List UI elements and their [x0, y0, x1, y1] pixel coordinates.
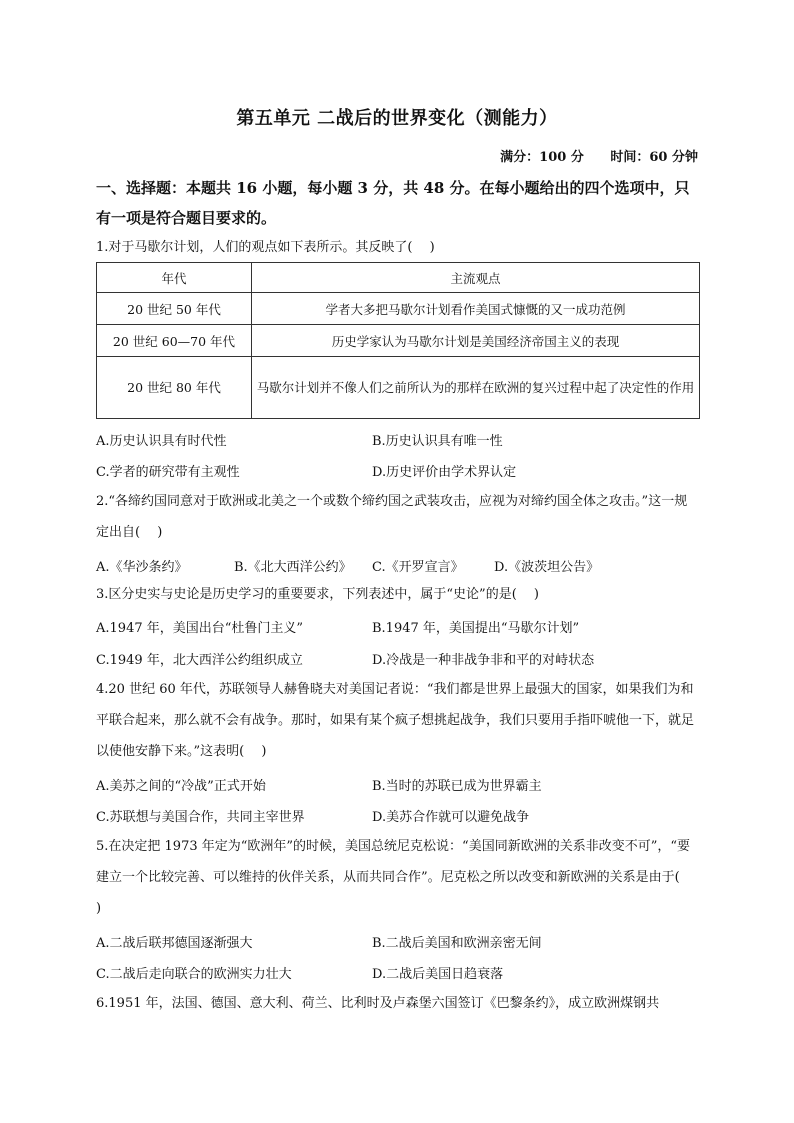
options-row: [96, 775, 700, 801]
option-d[interactable]: D.二战后美国日趋衰落: [372, 967, 504, 982]
option-b[interactable]: B.二战后美国和欧洲亲密无间: [372, 936, 542, 951]
table-cell: 20 世纪 60—70 年代: [97, 325, 252, 357]
options-row: [96, 617, 700, 643]
options-row: [96, 963, 700, 989]
table-row: [97, 325, 700, 357]
option-a[interactable]: A.历史认识具有时代性: [96, 434, 227, 449]
option-c[interactable]: C.二战后走向联合的欧洲实力壮大: [96, 967, 292, 982]
full-score: 满分：100 分: [500, 150, 584, 165]
question-6-stem: 6.1951 年，法国、德国、意大利、荷兰、比利时及卢森堡六国签订《巴黎条约》，成立欧洲煤钢共: [96, 996, 660, 1011]
option-c[interactable]: C.苏联想与美国合作，共同主宰世界: [96, 810, 305, 825]
option-b[interactable]: B.1947 年，美国提出“马歇尔计划”: [372, 621, 580, 636]
option-a[interactable]: A.美苏之间的“冷战”正式开始: [96, 779, 266, 794]
options-row: [96, 649, 700, 675]
table-header-cell: 年代: [97, 263, 252, 293]
question-2-stem: 2.“各缔约国同意对于欧洲或北美之一个或数个缔约国之武装攻击，应视为对缔约国全体之攻击。”这一规定出自( ): [96, 494, 688, 540]
question-3-stem: 3.区分史实与史论是历史学习的重要要求，下列表述中，属于“史论”的是( ): [96, 587, 539, 602]
question-1-stem: 1.对于马歇尔计划，人们的观点如下表所示。其反映了( ): [96, 240, 435, 255]
option-a[interactable]: A.《华沙条约》: [96, 560, 188, 575]
option-d[interactable]: D.冷战是一种非战争非和平的对峙状态: [372, 653, 595, 668]
option-d[interactable]: D.历史评价由学术界认定: [372, 465, 517, 480]
page-title: 第五单元 二战后的世界变化（测能力）: [236, 108, 558, 129]
options-row: [96, 461, 700, 487]
option-c[interactable]: C.《开罗宣言》: [372, 560, 464, 575]
options-row: [96, 806, 700, 832]
question-1-table: [96, 262, 700, 419]
question-5-stem: 5.在决定把 1973 年定为“欧洲年”的时候，美国总统尼克松说：“美国同新欧洲的关系非改变不可”，“要建立一个比较完善、可以维持的伙伴关系，从而共同合作”。尼克松之所以改变和新欧洲的关系是由于( ): [96, 839, 697, 916]
table-cell: 20 世纪 50 年代: [97, 293, 252, 325]
option-c[interactable]: C.1949 年，北大西洋公约组织成立: [96, 653, 303, 668]
table-cell: 马歇尔计划并不像人们之前所认为的那样在欧洲的复兴过程中起了决定性的作用: [252, 357, 700, 419]
table-header-cell: 主流观点: [252, 263, 700, 293]
table-cell: 学者大多把马歇尔计划看作美国式慷慨的又一成功范例: [252, 293, 700, 325]
time-limit: 时间：60 分钟: [610, 150, 698, 165]
option-b[interactable]: B.历史认识具有唯一性: [372, 434, 503, 449]
table-cell: 历史学家认为马歇尔计划是美国经济帝国主义的表现: [252, 325, 700, 357]
option-a[interactable]: A.二战后联邦德国逐渐强大: [96, 936, 253, 951]
options-row: [96, 932, 700, 958]
question-4-stem: 4.20 世纪 60 年代，苏联领导人赫鲁晓夫对美国记者说：“我们都是世界上最强大的国家，如果我们为和平联合起来，那么就不会有战争。那时，如果有某个疯子想挑起战争，我们只要用手指吓唬他一下，就足以使他安静下来。”这表明( ): [96, 682, 695, 759]
option-b[interactable]: B.《北大西洋公约》: [234, 560, 352, 575]
option-b[interactable]: B.当时的苏联已成为世界霸主: [372, 779, 542, 794]
option-d[interactable]: D.《波茨坦公告》: [494, 560, 600, 575]
table-row: [97, 357, 700, 419]
table-header-row: [97, 263, 700, 293]
options-row: [96, 430, 700, 456]
table-row: [97, 293, 700, 325]
option-c[interactable]: C.学者的研究带有主观性: [96, 465, 240, 480]
option-a[interactable]: A.1947 年，美国出台“杜鲁门主义”: [96, 621, 304, 636]
option-d[interactable]: D.美苏合作就可以避免战争: [372, 810, 530, 825]
section-heading: 一、选择题：本题共 16 小题，每小题 3 分，共 48 分。在每小题给出的四个选项中，只有一项是符合题目要求的。: [96, 179, 690, 227]
table-cell: 20 世纪 80 年代: [97, 357, 252, 419]
exam-meta: [478, 146, 698, 165]
